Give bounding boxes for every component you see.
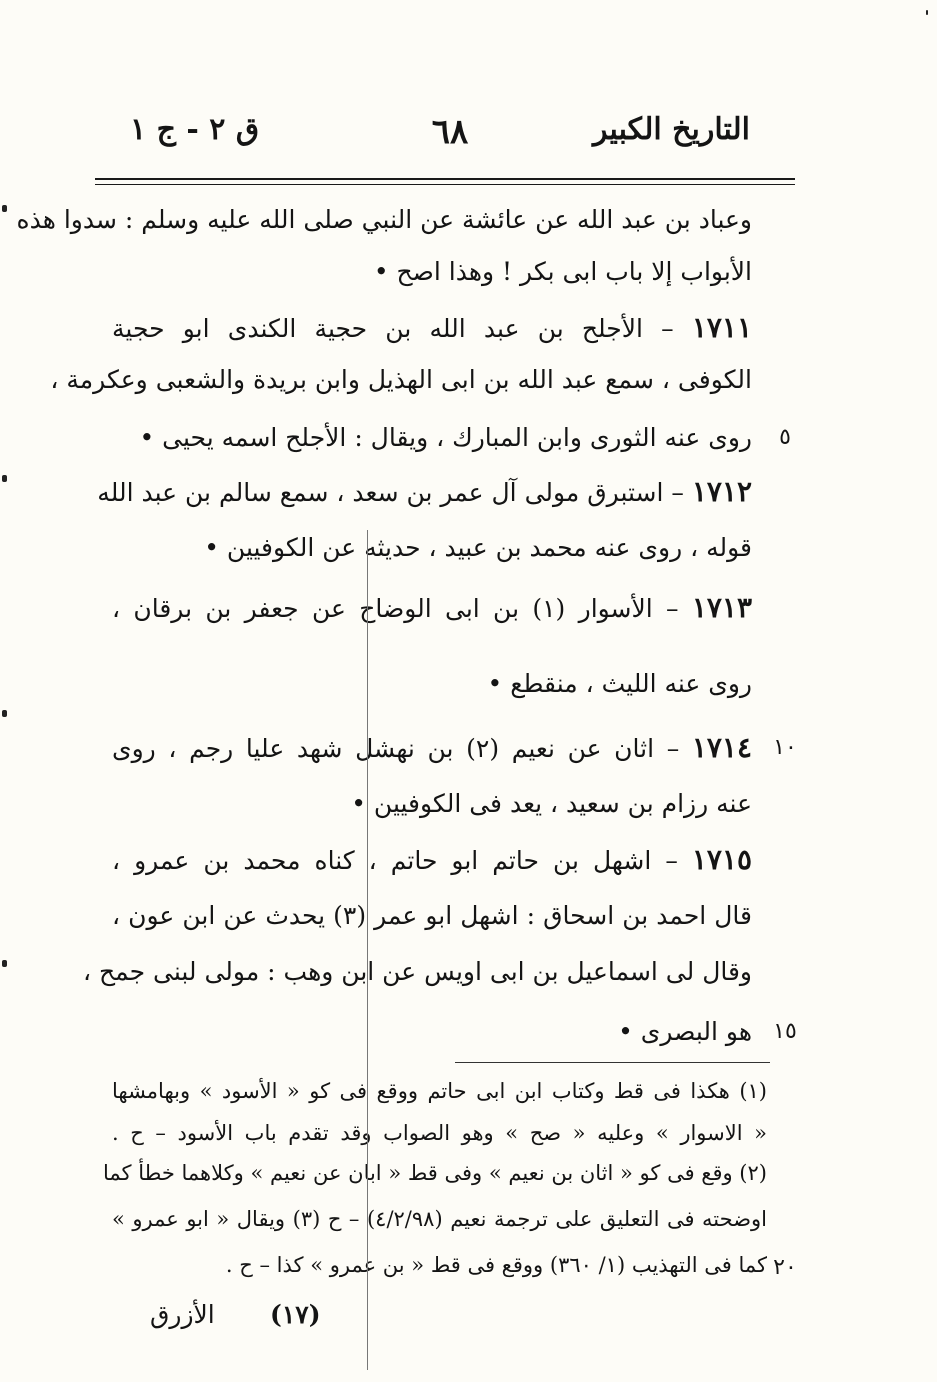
running-header (130, 112, 750, 162)
text-line (112, 664, 752, 704)
text-line (112, 1012, 752, 1052)
footnote-line: اوضحته فى التعليق على ترجمة نعيم (٤/٢/٩٨) – ح (٣) ويقال « ابو عمرو » (112, 1207, 767, 1231)
signature-mark: (١٧) (270, 1300, 321, 1329)
line-number-5: ٥ (779, 425, 791, 450)
text-line (112, 896, 752, 936)
text-line (97, 472, 752, 512)
catchword: الأزرق (150, 1300, 215, 1329)
scan-speck (2, 475, 7, 482)
line-text: – الأسوار (١) بن ابى الوضاح عن جعفر بن برقان ، (112, 594, 692, 623)
entry-number: ١٧١٢ (691, 475, 752, 508)
header-rule-thin (95, 184, 795, 185)
line-text: الكوفى ، سمع عبد الله بن ابى الهذيل وابن بريدة والشعبى وعكرمة ، (50, 365, 752, 394)
text-line (16, 200, 752, 240)
footnote-rule (455, 1062, 770, 1063)
line-number-10: ١٠ (773, 735, 797, 760)
line-number-20: ٢٠ (773, 1255, 797, 1280)
scan-speck (2, 710, 7, 717)
footnote-line: « الاسوار » وعليه « صح » وهو الصواب وقد تقدم باب الأسود – ح . (112, 1121, 767, 1145)
entry-number: ١٧١٣ (691, 591, 752, 624)
text-line (112, 252, 752, 292)
entry-number: ١٧١١ (691, 311, 752, 344)
book-title: التاريخ الكبير (592, 112, 750, 147)
line-text: روى عنه الليث ، منقطع • (487, 669, 752, 698)
text-line (82, 952, 752, 992)
text-line (112, 528, 752, 568)
line-text: وعباد بن عبد الله عن عائشة عن النبي صلى الله عليه وسلم : سدوا هذه (16, 205, 752, 234)
header-rule (95, 178, 795, 180)
scan-speck (2, 205, 7, 212)
line-text: – اثان عن نعيم (٢) بن نهشل شهد عليا رجم ، روى (112, 734, 692, 763)
text-line (112, 418, 752, 458)
line-text: عنه رزام بن سعيد ، يعد فى الكوفيين • (351, 789, 752, 818)
line-text: وقال لى اسماعيل بن ابى اويس عن ابن وهب : مولى لبنى جمح ، (82, 957, 752, 986)
line-text: – استبرق مولى آل عمر بن سعد ، سمع سالم بن عبد الله (97, 478, 692, 507)
footnote-line: كما فى التهذيب (١/ ٣٦٠) ووقع فى قط « بن عمرو » كذا – ح . (225, 1253, 767, 1277)
scan-speck (2, 960, 7, 967)
text-line (112, 840, 752, 880)
entry-number: ١٧١٤ (691, 731, 752, 764)
line-text: الأبواب إلا باب ابى بكر ! وهذا اصح • (373, 257, 752, 286)
line-text: قال احمد بن اسحاق : اشهل ابو عمر (٣) يحدث عن ابن عون ، (112, 901, 752, 930)
line-text: روى عنه الثورى وابن المبارك ، ويقال : الأجلح اسمه يحيى • (139, 423, 752, 452)
text-line (112, 728, 752, 768)
line-text: – الأجلح بن عبد الله بن حجية الكندى ابو حجية (112, 314, 692, 343)
footnote-line: (٢) وقع فى كو « اثان بن نعيم » وفى قط « ابان عن نعيم » وكلاهما خطأ كما (103, 1161, 767, 1185)
page-number: ٦٨ (431, 112, 469, 152)
scan-speck (926, 10, 928, 15)
line-text: – اشهل بن حاتم ابو حاتم ، كناه محمد بن عمرو ، (112, 846, 692, 875)
volume-indicator: ق ٢ - ج ١ (130, 112, 260, 147)
line-number-15: ١٥ (773, 1019, 797, 1044)
footnote-line: (١) هكذا فى قط وكتاب ابن ابى حاتم ووقع فى كو « الأسود » وبهامشها (112, 1079, 767, 1103)
text-line (112, 308, 752, 348)
line-text: هو البصرى • (618, 1017, 752, 1046)
line-text: قوله ، روى عنه محمد بن عبيد ، حديثه عن الكوفيين • (204, 533, 752, 562)
text-line (50, 360, 752, 400)
scan-fold-line (367, 530, 368, 1370)
text-line (112, 784, 752, 824)
entry-number: ١٧١٥ (691, 843, 752, 876)
text-line (112, 588, 752, 628)
